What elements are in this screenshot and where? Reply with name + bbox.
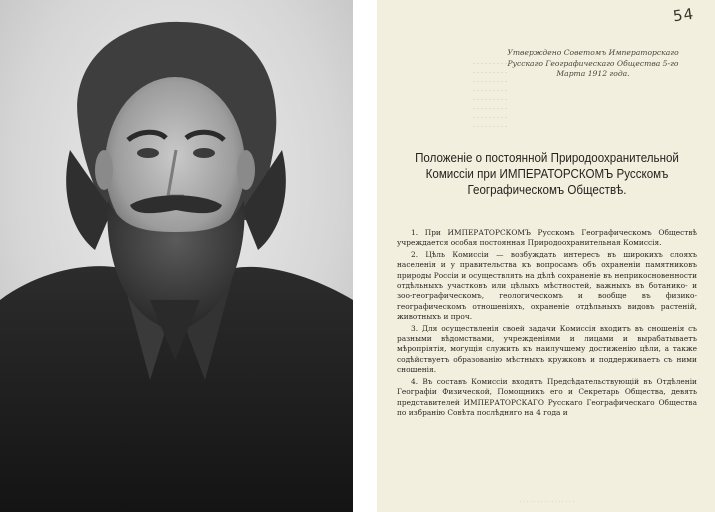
right-eye — [193, 148, 215, 158]
portrait-photo — [0, 0, 353, 512]
right-ear — [237, 150, 255, 190]
portrait-illustration — [0, 0, 353, 512]
paragraph-3: 3. Для осуществленiя своей задачи Комиссiя входитъ въ сношенiя съ разными вѣдомствами, учрежденiями и лицами и вырабатываетъ мѣропрiятiя, могущiя служить къ наилучшему достиженiю цѣли, а также содѣйствуетъ образованiю мѣстныхъ кружковъ и поддерживаетъ съ ними сношенiя. — [397, 323, 697, 375]
left-ear — [95, 150, 113, 190]
paragraph-2: 2. Цѣль Комиссiи — возбуждать интересъ въ широкихъ слояхъ населенiя и у правительства къ вопросамъ объ охраненiи памятниковъ природы Россiи и осуществлять на дѣлѣ сохраненiе въ неприкосновенности отдѣльныхъ участковъ или цѣлыхъ мѣстностей, важныхъ въ ботанико- и зоо-географическомъ, геологическомъ и вообще въ физико-географическомъ отношенiяхъ, охраненiе отдѣльныхъ видовъ растенiй, животныхъ и проч. — [397, 249, 697, 322]
title-line: Географическомъ Обществѣ. — [467, 183, 627, 197]
left-eye — [137, 148, 159, 158]
document-body — [397, 228, 697, 419]
title-line: Положенie о постоянной Природоохранительной — [415, 151, 679, 165]
folio-number: 54 — [671, 4, 696, 26]
approval-line: Русскаго Географическаго Общества 5-го — [507, 58, 679, 68]
title-line: Комиссiи при ИМПЕРАТОРСКОМЪ Русскомъ — [425, 167, 669, 181]
paragraph-4: 4. Въ составъ Комиссiи входятъ Предсѣдательствующiй въ Отдѣленiи Географiи Физической, Помощникъ его и Секретарь Общества, девять представителей ИМПЕРАТОРСКАГО Русскаго Географическаго Общества по избранiю Совѣта послѣдняго на 4 года и — [397, 376, 697, 417]
approval-line: Утверждено Советомъ Императорскаго — [507, 48, 679, 57]
approval-note — [495, 48, 691, 80]
show-through-text: · · · · · · · · · · · · · · · · · · · · · · · · · · · · · · · · · · · · · · · · · · · · · · · · · · · · · · · · · · · · · · · · · · · · · · · · — [472, 61, 507, 131]
document-page — [377, 0, 715, 512]
document-title — [411, 150, 683, 198]
paragraph-1: 1. При ИМПЕРАТОРСКОМЪ Русскомъ Географическомъ Обществѣ учреждается особая постоянная Природоохранительная Комиссiя. — [397, 228, 697, 248]
footer-show-through: · · · · · · · · · · · · · · · · — [519, 500, 575, 506]
approval-line: Марта 1912 года. — [556, 69, 630, 78]
